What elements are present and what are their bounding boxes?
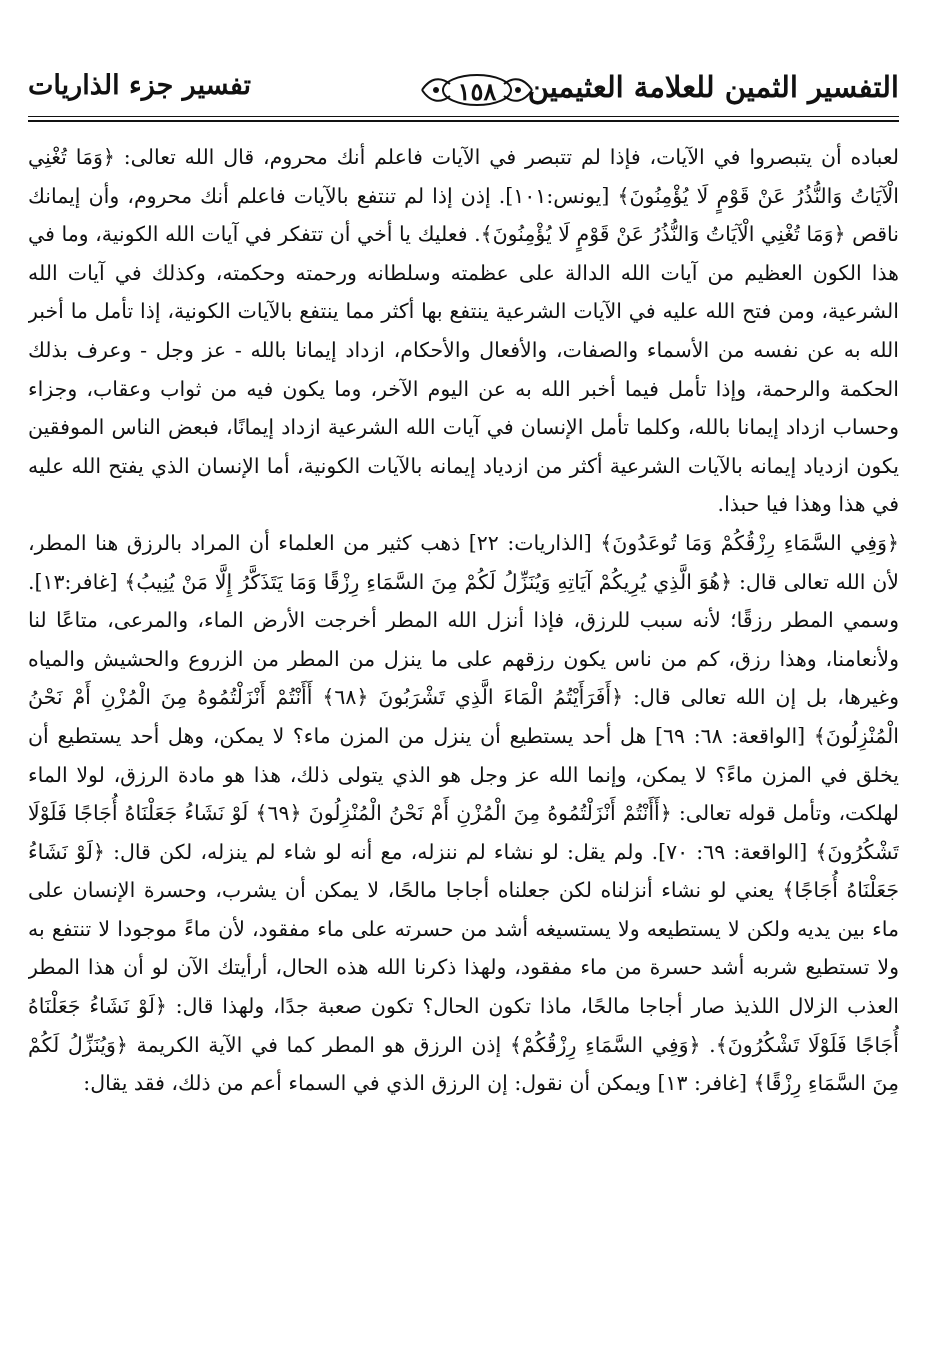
section-title: تفسير جزء الذاريات	[28, 70, 251, 101]
paragraph: لعباده أن يتبصروا في الآيات، فإذا لم تتبصر في الآيات فاعلم أنك محروم، قال الله تعالى: ﴿وَمَا تُغْنِي الْآيَاتُ وَالنُّذُرُ عَنْ قَوْمٍ لَا يُؤْمِنُونَ﴾ [يونس:١٠١]. إذن إذا لم تنتفع بالآيات فاعلم أنك محروم، وأن إيمانك ناقص ﴿وَمَا تُغْنِي الْآيَاتُ وَالنُّذُرُ عَنْ قَوْمٍ لَا يُؤْمِنُونَ﴾. فعليك يا أخي أن تتفكر في آيات الله الكونية، وما في هذا الكون العظيم من آيات الله الدالة على عظمته وسلطانه ورحمته وحكمته، وكذلك في آيات الله الشرعية، ومن فتح الله عليه في الآيات الشرعية ينتفع بها أكثر مما ينتفع بالآيات الكونية، إذا تأمل ما أخبر الله به عن نفسه من الأسماء والصفات، والأفعال والأحكام، ازداد إيمانا بالله - عز وجل - وعرف بذلك الحكمة والرحمة، وإذا تأمل فيما أخبر الله به عن اليوم الآخر، وما يكون فيه من ثواب وعقاب، وجزاء وحساب ازداد إيمانا بالله، وكلما تأمل الإنسان في آيات الله الشرعية ازداد إيمانًا، فبعض الناس الموفقين يكون ازدياد إيمانه بالآيات الشرعية أكثر من ازدياد إيمانه بالآيات الكونية، أما الإنسان الذي يفتح الله عليه في هذا وهذا فيا حبذا.	[28, 145, 899, 517]
page-header	[28, 66, 899, 122]
page-number: ١٥٨	[457, 77, 497, 106]
header-rule-thick	[28, 120, 899, 122]
book-title: التفسير الثمين للعلامة العثيمين	[527, 70, 899, 104]
page-number-ornament	[416, 72, 538, 108]
page-body	[28, 138, 899, 1298]
paragraph: ﴿وَفِي السَّمَاءِ رِزْقُكُمْ وَمَا تُوعَدُونَ﴾ [الذاريات: ٢٢] ذهب كثير من العلماء أن المراد بالرزق هنا المطر، لأن الله تعالى قال: ﴿هُوَ الَّذِي يُرِيكُمْ آيَاتِهِ وَيُنَزِّلُ لَكُمْ مِنَ السَّمَاءِ رِزْقًا وَمَا يَتَذَكَّرُ إِلَّا مَنْ يُنِيبُ﴾ [غافر:١٣]. وسمي المطر رزقًا؛ لأنه سبب للرزق، فإذا أنزل الله المطر أخرجت الأرض الماء، والمرعى، متاعًا لنا ولأنعامنا، وهذا رزق، كم من ناس يكون رزقهم على ما ينزل من المطر من الزروع والحشيش والمياه وغيرها، بل إن الله تعالى قال: ﴿أَفَرَأَيْتُمُ الْمَاءَ الَّذِي تَشْرَبُونَ ﴿٦٨﴾ أَأَنْتُمْ أَنْزَلْتُمُوهُ مِنَ الْمُزْنِ أَمْ نَحْنُ الْمُنْزِلُونَ﴾ [الواقعة: ٦٨: ٦٩] هل أحد يستطيع أن ينزل من المزن ماء؟ لا يمكن، وهل أحد يستطيع أن يخلق في المزن ماءً؟ لا يمكن، وإنما الله عز وجل هو الذي يتولى ذلك، هذا هو مادة الرزق، لولا الماء لهلكت، وتأمل قوله تعالى: ﴿أَأَنْتُمْ أَنْزَلْتُمُوهُ مِنَ الْمُزْنِ أَمْ نَحْنُ الْمُنْزِلُونَ ﴿٦٩﴾ لَوْ نَشَاءُ جَعَلْنَاهُ أُجَاجًا فَلَوْلَا تَشْكُرُونَ﴾ [الواقعة: ٦٩: ٧٠]. ولم يقل: لو نشاء لم ننزله، مع أنه لو شاء لم ينزله، لكن قال: ﴿لَوْ نَشَاءُ جَعَلْنَاهُ أُجَاجًا﴾ يعني لو نشاء أنزلناه لكن جعلناه أجاجا مالحًا، لا يمكن أن يشرب، وحسرة الإنسان على ماء بين يديه ولكن لا يستطيعه ولا يستسيغه أشد من حسرته على ماء مفقود، لأن ماءً موجودا لا تنتفع به ولا تستطيع شربه أشد حسرة من ماء مفقود، ولهذا ذكرنا الله هذه الحال، أرأيتك الآن لو أن هذا المطر العذب الزلال اللذيذ صار أجاجا مالحًا، ماذا تكون الحال؟ تكون صعبة جدًا، ولهذا قال: ﴿لَوْ نَشَاءُ جَعَلْنَاهُ أُجَاجًا فَلَوْلَا تَشْكُرُونَ﴾. ﴿وَفِي السَّمَاءِ رِزْقُكُمْ﴾ إذن الرزق هو المطر كما في الآية الكريمة ﴿وَيُنَزِّلُ لَكُمْ مِنَ السَّمَاءِ رِزْقًا﴾ [غافر: ١٣] ويمكن أن نقول: إن الرزق الذي في السماء أعم من ذلك، فقد يقال:	[28, 530, 899, 1096]
header-rule-thin	[28, 116, 899, 117]
